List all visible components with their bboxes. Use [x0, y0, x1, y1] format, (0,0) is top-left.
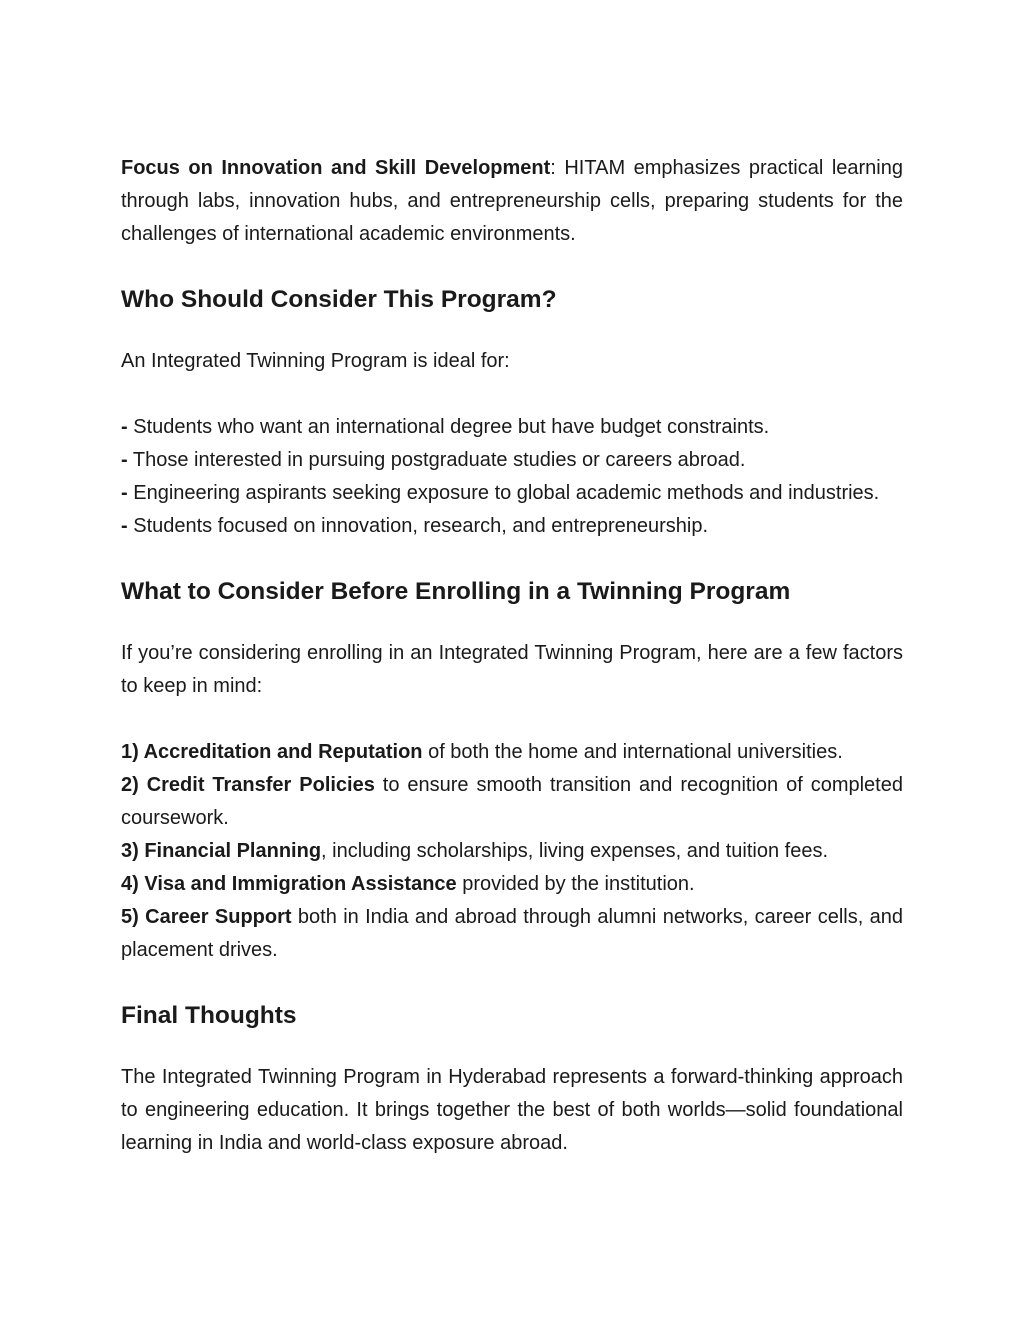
list-item-bold: 2) Credit Transfer Policies	[121, 774, 375, 796]
list-item-text: Engineering aspirants seeking exposure to global academic methods and industries.	[127, 482, 880, 504]
list-item	[121, 835, 903, 868]
list-marker: -	[121, 449, 128, 471]
list-item-bold: 4) Visa and Immigration Assistance	[121, 873, 457, 895]
final-thoughts-paragraph: The Integrated Twinning Program in Hyderabad represents a forward-thinking approach to engineering education. It brings together the best of both worlds—solid foundational learning in India and world-class exposure abroad.	[121, 1066, 903, 1154]
list-item-text: both in India and abroad through alumni networks, career cells, and placement drives.	[121, 906, 903, 961]
list-item-bold: 1) Accreditation and Reputation	[121, 741, 423, 763]
spacer	[121, 703, 903, 736]
section-heading-who-should-consider: Who Should Consider This Program?	[121, 286, 557, 313]
list-item-text: Students who want an international degree but have budget constraints.	[127, 416, 770, 438]
list-item	[121, 444, 903, 477]
section-heading-final-thoughts: Final Thoughts	[121, 1002, 297, 1029]
list-item-text: Those interested in pursuing postgraduate studies or careers abroad.	[127, 449, 746, 471]
section1-lead: An Integrated Twinning Program is ideal for:	[121, 350, 510, 372]
list-item	[121, 477, 903, 510]
list-item	[121, 769, 903, 835]
intro-bold-lead: Focus on Innovation and Skill Development	[121, 157, 551, 179]
list-marker: -	[121, 515, 128, 537]
intro-paragraph	[121, 152, 903, 251]
document-page	[121, 152, 903, 1160]
list-marker: -	[121, 416, 128, 438]
list-item-text: provided by the institution.	[456, 873, 695, 895]
list-marker: -	[121, 482, 128, 504]
list-item-bold: 5) Career Support	[121, 906, 292, 928]
list-item	[121, 901, 903, 967]
list-item-text: of both the home and international universities.	[422, 741, 843, 763]
intro-text: : HITAM emphasizes practical learning through labs, innovation hubs, and entrepreneurship cells, preparing students for the challenges of international academic environments.	[121, 157, 903, 245]
list-item	[121, 868, 903, 901]
list-item-text: to ensure smooth transition and recognition of completed coursework.	[121, 774, 903, 829]
list-item-text: Students focused on innovation, research, and entrepreneurship.	[127, 515, 709, 537]
list-item	[121, 411, 903, 444]
list-item	[121, 510, 903, 543]
section2-lead: If you’re considering enrolling in an Integrated Twinning Program, here are a few factors to keep in mind:	[121, 642, 903, 697]
list-item	[121, 736, 903, 769]
list-item-text: , including scholarships, living expenses, and tuition fees.	[321, 840, 828, 862]
list-item-bold: 3) Financial Planning	[121, 840, 322, 862]
spacer	[121, 378, 903, 411]
section-heading-what-to-consider: What to Consider Before Enrolling in a Twinning Program	[121, 578, 791, 605]
